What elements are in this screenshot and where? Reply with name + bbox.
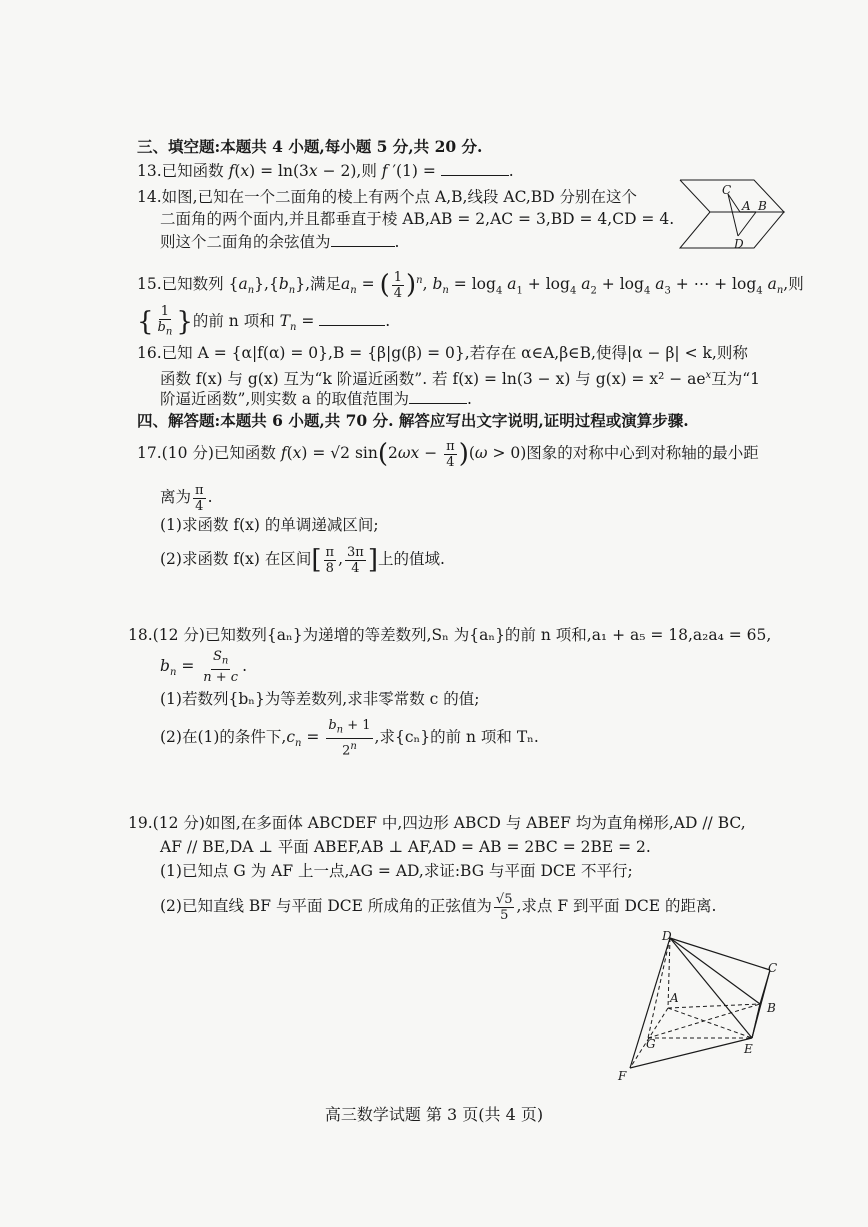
question-15-line-2: { $\frac{1}{b_n}$ }的前 n 项和 $T_n$ = . — [137, 304, 391, 338]
answer-blank[interactable] — [441, 161, 509, 176]
label-F: F — [618, 1069, 627, 1083]
question-16-line-2: 函数 f(x) 与 g(x) 互为“k 阶逼近函数”. 若 f(x) = ln(3 − x) 与 $g(x) = x^2 - ae^x$互为“1 — [160, 370, 760, 389]
label-A: A — [670, 991, 679, 1005]
label-D: D — [734, 237, 744, 251]
question-17-part-1: (1)求函数 f(x) 的单调递减区间; — [160, 516, 379, 534]
question-19-line-2: AF // BE,DA ⊥ 平面 ABEF,AB ⊥ AF,AD = AB = 2BC = 2BE = 2. — [160, 838, 651, 856]
section-4-heading: 四、解答题:本题共 6 小题,共 70 分. 解答应写出文字说明,证明过程或演算步骤. — [137, 411, 689, 430]
answer-blank[interactable] — [331, 232, 395, 247]
question-18-part-2: (2)在(1)的条件下$,c_n$ = $\frac{b_n + 1}{2^n}$ ,求{cₙ}的前 n 项和 Tₙ. — [160, 718, 539, 758]
question-19-part-2: (2)已知直线 BF 与平面 DCE 所成角的正弦值为 $\frac{√5}{5}$ ,求点 F 到平面 DCE 的距离. — [160, 891, 717, 923]
label-C: C — [768, 961, 778, 975]
label-C: C — [722, 183, 732, 197]
question-19-line-1: 19.(12 分)如图,在多面体 ABCDEF 中,四边形 ABCD 与 ABEF 均为直角梯形,AD // BC, — [128, 814, 746, 832]
polyhedron-figure — [612, 926, 792, 1088]
question-14-line-3: 则这个二面角的余弦值为 . — [160, 233, 400, 251]
section-3-heading: 三、填空题:本题共 4 小题,每小题 5 分,共 20 分. — [137, 137, 483, 156]
answer-blank[interactable] — [409, 389, 467, 404]
label-B: B — [758, 199, 767, 213]
question-18-part-1: (1)若数列{bₙ}为等差数列,求非零常数 c 的值; — [160, 690, 480, 708]
label-A: A — [742, 199, 751, 213]
question-17-line-1: 17.(10 分)已知函数 f(x) = √2 sin(2ωx − $\frac{\pi}{4}$ )(ω > 0)图象的对称中心到对称轴的最小距 — [137, 438, 759, 470]
label-G: G — [646, 1037, 656, 1051]
question-17-part-2: (2)求函数 f(x) 在区间[ $\frac{\pi}{8}$ , $\frac{3\pi}{4}$ ]上的值域. — [160, 544, 445, 576]
question-14-line-2: 二面角的两个面内,并且都垂直于棱 AB,AB = 2,AC = 3,BD = 4,CD = 4. — [160, 210, 675, 228]
question-16-line-1: 16.已知 A = {α|f(α) = 0},B = {β|g(β) = 0},若存在 α∈A,β∈B,使得|α − β| < k,则称 — [137, 344, 748, 362]
question-18-line-2: $b_n$ = $\frac{S_n}{n + c}$ . — [160, 649, 247, 685]
label-B: B — [767, 1001, 776, 1015]
question-17-line-2: 离为 $\frac{\pi}{4}$ . — [160, 482, 213, 514]
label-D: D — [662, 929, 672, 943]
dihedral-angle-figure — [672, 176, 792, 254]
question-14-line-1: 14.如图,已知在一个二面角的棱上有两个点 A,B,线段 AC,BD 分别在这个 — [137, 188, 638, 206]
question-18-line-1: 18.(12 分)已知数列{aₙ}为递增的等差数列,Sₙ 为{aₙ}的前 n 项和,a₁ + a₅ = 18,a₂a₄ = 65, — [128, 626, 772, 644]
question-19-part-1: (1)已知点 G 为 AF 上一点,AG = AD,求证:BG 与平面 DCE 不平行; — [160, 862, 633, 880]
page-footer: 高三数学试题 第 3 页(共 4 页) — [324, 1105, 544, 1124]
question-15-line-1: 15.已知数列 $\{a_n\},\{b_n\}$,满足$a_n$ = ( $\frac{1}{4}$ )$^n$, $b_n = \log_4 a_1 + \log_4 a_2 + \log_4 a_3$ + ⋯ + $\log_4 a_n$,则 — [137, 269, 804, 301]
label-E: E — [744, 1042, 753, 1056]
question-13: 13.已知函数 f(x) = ln(3x − 2),则 f ′(1) = . — [137, 162, 514, 180]
answer-blank[interactable] — [319, 311, 385, 326]
question-16-line-3: 阶逼近函数”,则实数 a 的取值范围为 . — [160, 390, 472, 408]
